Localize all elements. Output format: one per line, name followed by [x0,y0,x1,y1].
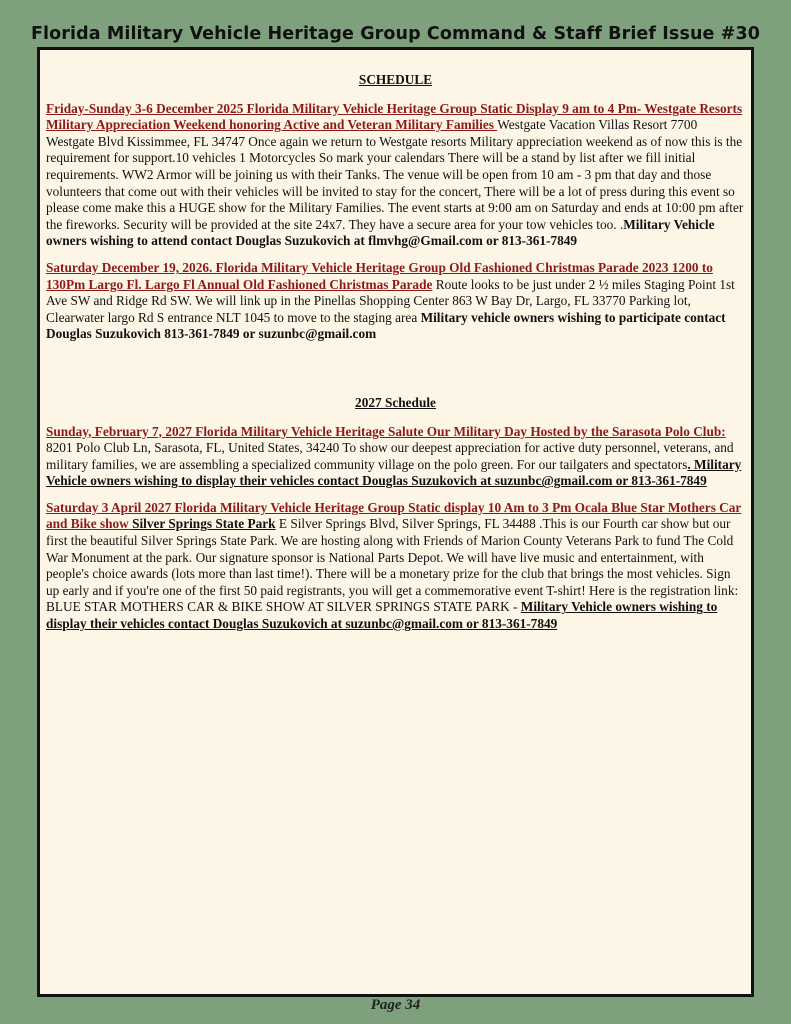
page-header-title: Florida Military Vehicle Heritage Group Command & Staff Brief Issue #30 [31,24,760,44]
event-contact: . Military Vehicle owners wishing to display their vehicles contact Douglas Suzukovich at suzunbc@gmail.com or 813-361-7849 [46,456,742,489]
page-number: Page 34 [370,997,421,1013]
event-contact: Military Vehicle owners wishing to attend contact Douglas Suzukovich at flmvhg@Gmail.com or 813-361-7849 [46,216,715,249]
event-title: Friday-Sunday 3-6 December 2025 Florida Military Vehicle Heritage Group Static Display 9 am to 4 Pm- Westgate Resorts Military Appreciation Weekend honoring Active and Veteran Military Families [46,100,743,133]
event-body: Westgate Vacation Villas Resort 7700 Westgate Blvd Kissimmee, FL 34747 Once again we return to Westgate resorts Military appreciation weekend as of now this is the requirement for support.10 vehicles 1 Motorcycles So mark your calendars There will be a stand by list after we fill initial requirements. WW2 Armor will be joining us with their Tanks. The venue will be open from 10 am - 3 pm that day and those volunteers that come out with their vehicles will be invited to stay for the concert, There will be a lot of press during this event so please come make this a HUGE show for the Military Families. The event starts at 9:00 am on Saturday and ends at 10:00 pm after the fireworks. Security will be provided at the site 24x7. They have a secure area for your tow vehicles too. . [46,117,744,232]
schedule-item [46,424,745,490]
event-title: Saturday December 19, 2026. Florida Military Vehicle Heritage Group Old Fashioned Christmas Parade 2023 1200 to 130Pm Largo Fl. Largo Fl Annual Old Fashioned Christmas Parade [46,259,713,292]
schedule-item [46,101,745,250]
event-contact: Military vehicle owners wishing to participate contact Douglas Suzukovich 813-361-7849 or suzunbc@gmail.com [46,309,726,342]
content-frame [37,47,754,997]
schedule-item [46,260,745,343]
event-body: 8201 Polo Club Ln, Sarasota, FL, United States, 34240 To show our deepest appreciation for active duty personnel, veterans, and military families, we are assembling a specialized community village on the polo green. For our tailgaters and spectators [46,440,734,472]
content-body [46,72,745,643]
event-title: Saturday 3 April 2027 Florida Military Vehicle Heritage Group Static display 10 Am to 3 Pm Ocala Blue Star Mothers Car and Bike show [46,499,742,532]
schedule-2027-heading: 2027 Schedule [355,394,436,410]
event-venue: Silver Springs State Park [132,516,276,532]
schedule-item [46,500,745,633]
event-contact: Military Vehicle owners wishing to display their vehicles contact Douglas Suzukovich at suzunbc@gmail.com or 813-361-7849 [46,599,718,632]
schedule-heading: SCHEDULE [358,72,433,87]
event-title: Sunday, February 7, 2027 Florida Military Vehicle Heritage Salute Our Military Day Hosted by the Sarasota Polo Club: [46,423,726,439]
event-body: E Silver Springs Blvd, Silver Springs, FL 34488 .This is our Fourth car show but our first the beautiful Silver Springs State Park. We are hosting along with Friends of Marion County Veterans Park to fund The Cold War Monument at the park. Our signature sponsor is National Parts Depot. We will have live music and entertainment, with people's choice awards (lots more than last time!). There will be a monetary prize for the club that brings the most vehicles. Sign up early and if you're one of the first 50 paid registrants, you will get a commemorative event T-shirt! Here is the registration link: BLUE STAR MOTHERS CAR & BIKE SHOW AT SILVER SPRINGS STATE PARK - [46,516,739,615]
event-body: Route looks to be just under 2 ½ miles Staging Point 1st Ave SW and Ridge Rd SW. We will link up in the Pinellas Shopping Center 863 W Bay Dr, Largo, FL 33770 Parking lot, Clearwater largo Rd S entrance NLT 1045 to move to the staging area [46,276,735,325]
